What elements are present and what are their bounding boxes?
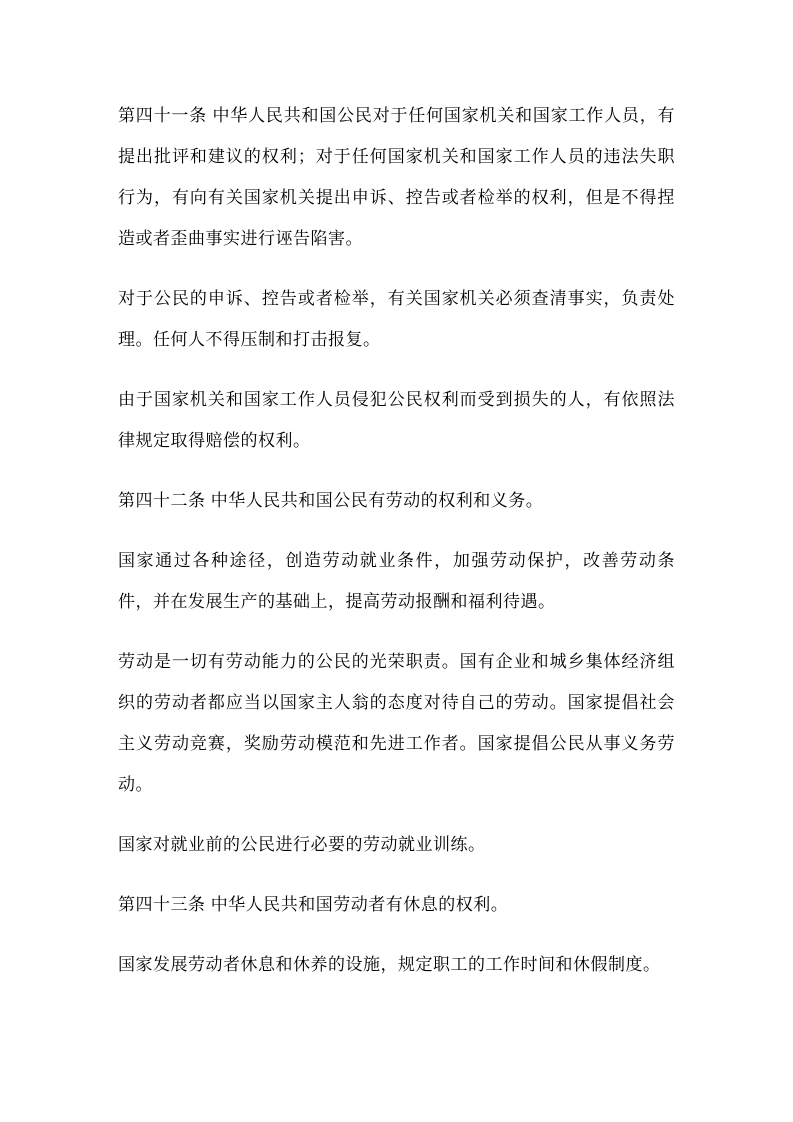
article-42-paragraph-2: 国家通过各种途径，创造劳动就业条件，加强劳动保护，改善劳动条件，并在发展生产的基础上，提高劳动报酬和福利待遇。: [118, 551, 675, 611]
article-43-paragraph-2: 国家发展劳动者休息和休养的设施，规定职工的工作时间和休假制度。: [118, 955, 661, 974]
article-41-paragraph-1: 第四十一条 中华人民共和国公民对于任何国家机关和国家工作人员，有提出批评和建议的权利；对于任何国家机关和国家工作人员的违法失职行为，有向有关国家机关提出申诉、控告或者检举的权利，但是不得捏造或者歪曲事实进行诬告陷害。: [118, 106, 675, 248]
article-43-paragraph-1: 第四十三条 中华人民共和国劳动者有休息的权利。: [118, 895, 509, 914]
article-41-paragraph-3: 由于国家机关和国家工作人员侵犯公民权利而受到损失的人，有依照法律规定取得赔偿的权利。: [118, 390, 675, 450]
document-text-block: [118, 95, 675, 1004]
article-42-paragraph-3: 劳动是一切有劳动能力的公民的光荣职责。国有企业和城乡集体经济组织的劳动者都应当以国家主人翁的态度对待自己的劳动。国家提倡社会主义劳动竞赛，奖励劳动模范和先进工作者。国家提倡公民从事义务劳动。: [118, 652, 675, 794]
article-41-paragraph-2: 对于公民的申诉、控告或者检举，有关国家机关必须查清事实，负责处理。任何人不得压制和打击报复。: [118, 289, 675, 349]
article-42-paragraph-1: 第四十二条 中华人民共和国公民有劳动的权利和义务。: [118, 491, 544, 510]
article-42-paragraph-4: 国家对就业前的公民进行必要的劳动就业训练。: [118, 835, 486, 854]
